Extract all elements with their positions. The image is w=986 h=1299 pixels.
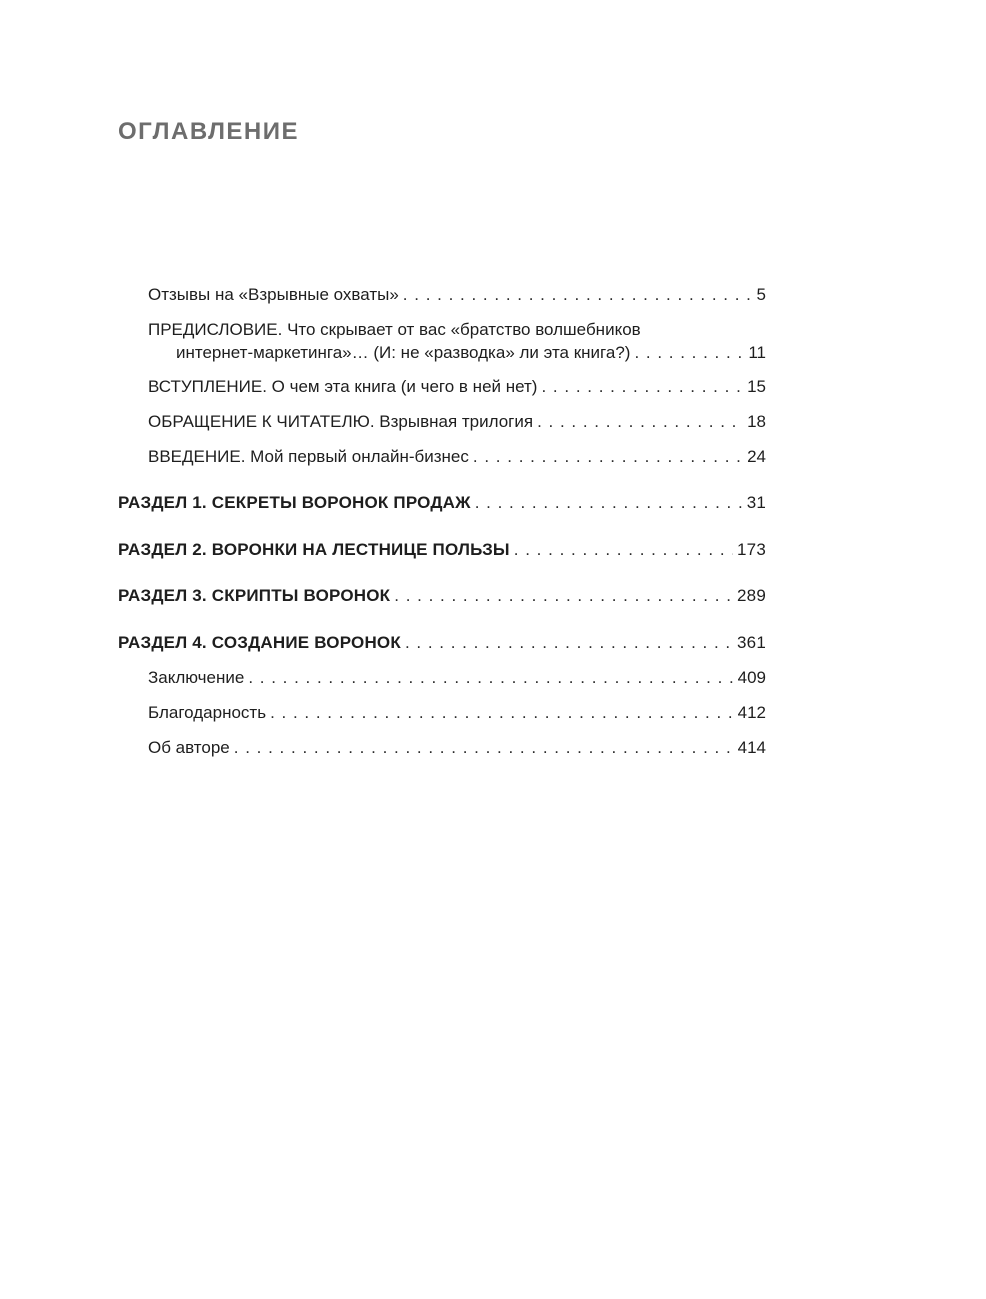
toc-entry-title-line1: ПРЕДИСЛОВИЕ. Что скрывает от вас «братство волшебников [148, 320, 641, 339]
dot-leader [473, 445, 743, 468]
toc-entry-title: Отзывы на «Взрывные охваты» [148, 285, 399, 304]
dot-leader [634, 341, 744, 364]
dot-leader [234, 736, 734, 759]
toc-section-1[interactable] [118, 491, 766, 514]
toc-section-4[interactable] [118, 631, 766, 654]
toc-page-number: 24 [747, 447, 766, 466]
toc-page-number: 31 [746, 493, 766, 512]
dot-leader [405, 631, 733, 654]
toc-page-number: 414 [737, 738, 766, 757]
toc-page-number: 173 [737, 540, 766, 559]
toc-section-title: РАЗДЕЛ 2. ВОРОНКИ НА ЛЕСТНИЦЕ ПОЛЬЗЫ [118, 540, 510, 559]
toc-entry-reviews[interactable] [148, 283, 766, 306]
dot-leader [537, 410, 743, 433]
toc-page-number: 289 [737, 586, 766, 605]
toc-page-number: 11 [748, 343, 766, 362]
toc-entry-title: ВСТУПЛЕНИЕ. О чем эта книга (и чего в ней нет) [148, 377, 538, 396]
toc-page-number: 409 [737, 668, 766, 687]
toc-page-number: 361 [737, 633, 766, 652]
toc-entry-title: Заключение [148, 668, 245, 687]
toc-entry-opening[interactable] [148, 445, 766, 468]
toc-page-number: 412 [737, 703, 766, 722]
toc-section-title: РАЗДЕЛ 1. СЕКРЕТЫ ВОРОНОК ПРОДАЖ [118, 493, 471, 512]
toc-page-number: 5 [756, 285, 766, 304]
dot-leader [403, 283, 753, 306]
toc-entry-acknowledgements[interactable] [148, 701, 766, 724]
dot-leader [394, 584, 733, 607]
toc-entry-title: ВВЕДЕНИЕ. Мой первый онлайн-бизнес [148, 447, 469, 466]
toc-section-title: РАЗДЕЛ 4. СОЗДАНИЕ ВОРОНОК [118, 633, 401, 652]
toc-section-2[interactable] [118, 538, 766, 561]
toc-section-title: РАЗДЕЛ 3. СКРИПТЫ ВОРОНОК [118, 586, 391, 605]
dot-leader [541, 375, 743, 398]
toc-entry-title: Благодарность [148, 703, 267, 722]
dot-leader [514, 538, 733, 561]
toc-entry-preface[interactable] [148, 318, 766, 364]
toc-entry-about-author[interactable] [148, 736, 766, 759]
toc-entry-conclusion[interactable] [148, 666, 766, 689]
toc-page-number: 18 [747, 412, 766, 431]
toc-entry-title: ОБРАЩЕНИЕ К ЧИТАТЕЛЮ. Взрывная трилогия [148, 412, 534, 431]
toc-entry-title: Об авторе [148, 738, 230, 757]
toc-page-number: 15 [747, 377, 766, 396]
dot-leader [270, 701, 734, 724]
toc-section-3[interactable] [118, 584, 766, 607]
dot-leader [248, 666, 733, 689]
toc-entry-reader-address[interactable] [148, 410, 766, 433]
toc-entry-introduction[interactable] [148, 375, 766, 398]
page-title: ОГЛАВЛЕНИЕ [118, 118, 300, 145]
toc-entry-title-line2: интернет-маркетинга»… (И: не «разводка» ли эта книга?) [176, 343, 631, 362]
dot-leader [475, 491, 743, 514]
